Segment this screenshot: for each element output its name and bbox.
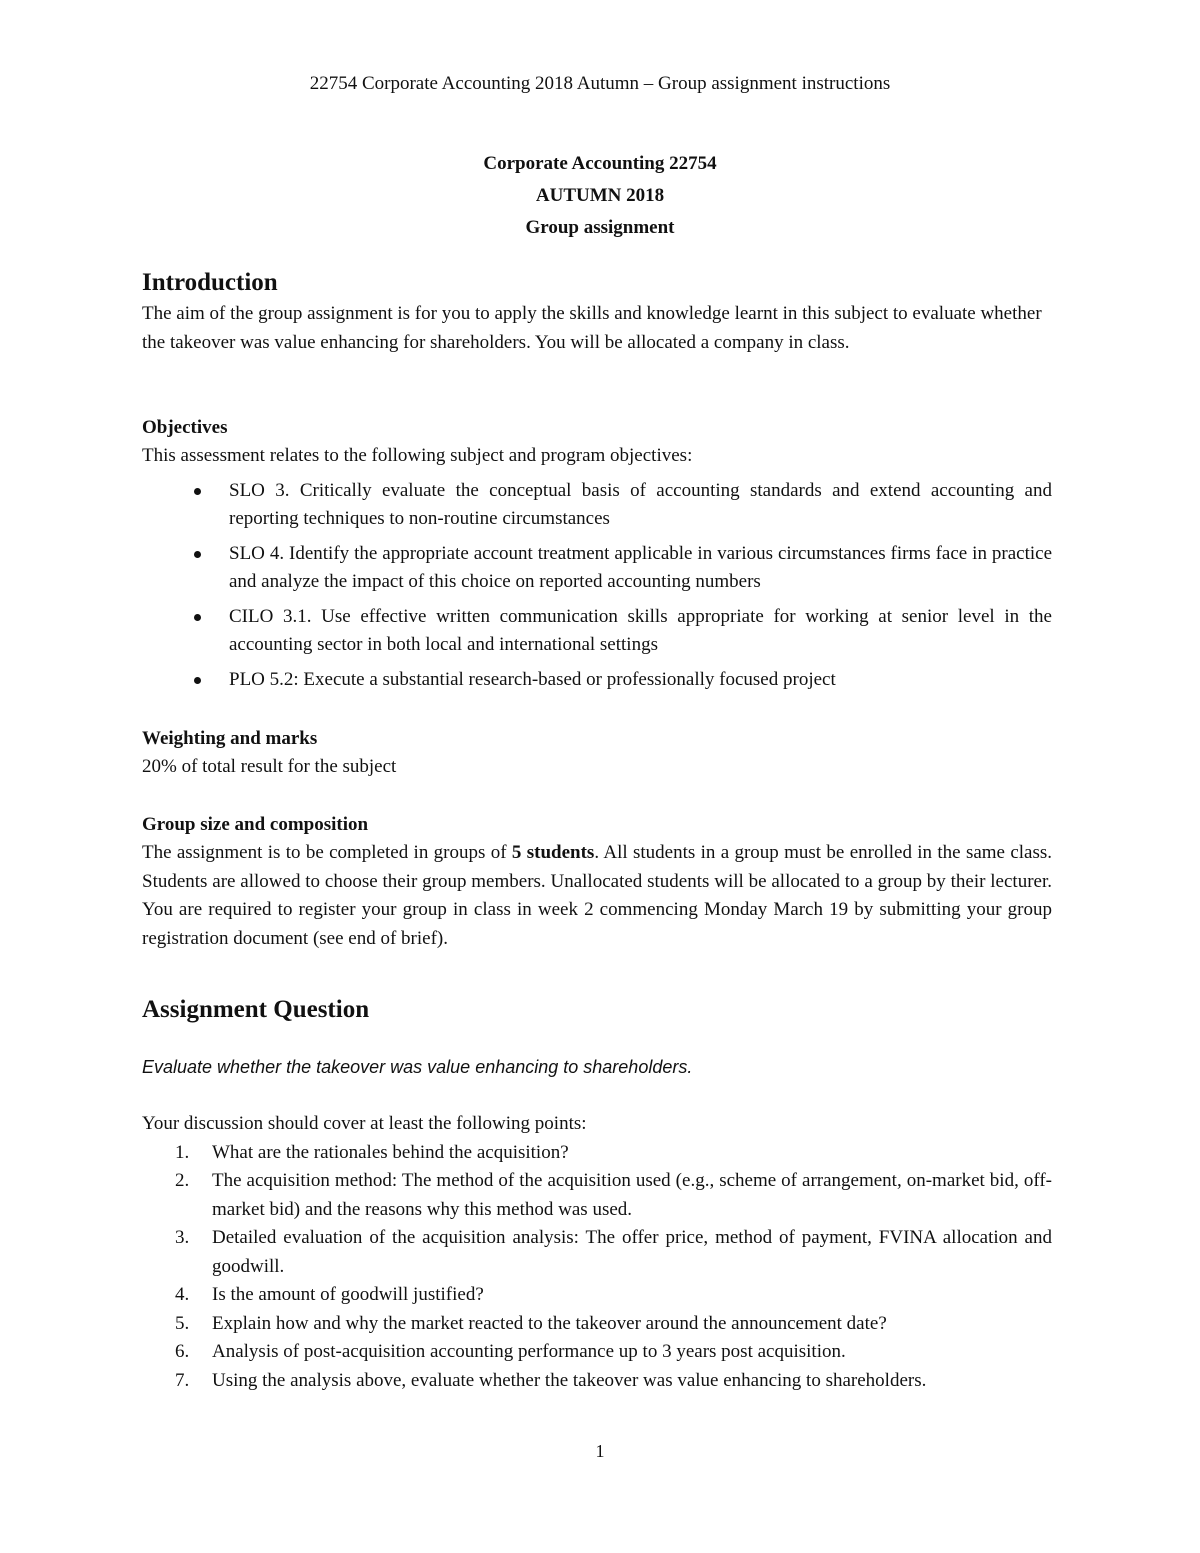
bullet-icon (194, 551, 201, 558)
list-item: CILO 3.1. Use effective written communication skills appropriate for working at senior level in the accounting sector in both local and international settings (142, 603, 1052, 659)
list-item: SLO 4. Identify the appropriate account treatment applicable in various circumstances firms face in practice and analyze the impact of this choice on reported accounting numbers (142, 540, 1052, 596)
list-item: 6. Analysis of post-acquisition accounting performance up to 3 years post acquisition. (175, 1341, 846, 1362)
introduction-text: The aim of the group assignment is for you to apply the skills and knowledge learnt in this subject to evaluate whether the takeover was value enhancing for shareholders. You will be allocated a company in class. (142, 303, 1042, 353)
page-number: 1 (595, 1441, 605, 1461)
group-size-heading: Group size and composition (142, 814, 369, 835)
bullet-icon (194, 488, 201, 495)
list-item: 1. What are the rationales behind the acquisition? (175, 1141, 569, 1163)
list-item: 4. Is the amount of goodwill justified? (175, 1284, 484, 1305)
weighting-section (142, 725, 1052, 782)
objectives-intro: This assessment relates to the following subject and program objectives: (142, 445, 693, 466)
group-size-section (142, 811, 1052, 953)
list-item: 2. The acquisition method: The method of the acquisition used (e.g., scheme of arrangement, on-market bid, off-market bid) and the reasons why this method was used. (175, 1170, 1052, 1220)
list-item: 7. Using the analysis above, evaluate whether the takeover was value enhancing to shareholders. (175, 1369, 927, 1391)
objectives-heading: Objectives (142, 417, 228, 438)
introduction-section (142, 268, 1052, 357)
title-block (0, 148, 1200, 244)
list-item: SLO 3. Critically evaluate the conceptual basis of accounting standards and extend accounting and reporting techniques to non-routine circumstances (142, 477, 1052, 533)
weighting-heading: Weighting and marks (142, 728, 318, 749)
group-size-emphasis: 5 students (511, 842, 595, 863)
course-title: Corporate Accounting 22754 (483, 153, 717, 174)
weighting-text: 20% of total result for the subject (142, 756, 397, 777)
list-item: PLO 5.2: Execute a substantial research-based or professionally focused project (142, 666, 1052, 694)
list-item: 3. Detailed evaluation of the acquisition analysis: The offer price, method of payment, FVINA allocation and goodwill. (175, 1227, 1052, 1277)
bullet-icon (194, 614, 201, 621)
objectives-list (142, 477, 1052, 694)
objectives-section (142, 414, 1052, 701)
semester-title: AUTUMN 2018 (535, 185, 665, 206)
bullet-icon (194, 677, 201, 684)
list-item: 5. Explain how and why the market reacted to the takeover around the announcement date? (175, 1312, 887, 1334)
points-intro: Your discussion should cover at least the following points: (142, 1113, 587, 1134)
points-list (142, 1139, 1052, 1396)
assignment-question: Evaluate whether the takeover was value enhancing to shareholders. (142, 1057, 693, 1077)
assignment-heading: Assignment Question (142, 996, 370, 1023)
introduction-heading: Introduction (142, 269, 278, 296)
assignment-section (142, 995, 1052, 1395)
assignment-title: Group assignment (525, 217, 675, 238)
running-header: 22754 Corporate Accounting 2018 Autumn – Group assignment instructions (309, 73, 891, 94)
group-size-text: The assignment is to be completed in groups of 5 students. All students in a group must be enrolled in the same class. Students are allowed to choose their group members. Unallocated students will be allocated to a group by their lecturer. You are required to register your group in class in week 2 commencing Monday March 19 by submitting your group registration document (see end of brief). (142, 842, 1052, 949)
